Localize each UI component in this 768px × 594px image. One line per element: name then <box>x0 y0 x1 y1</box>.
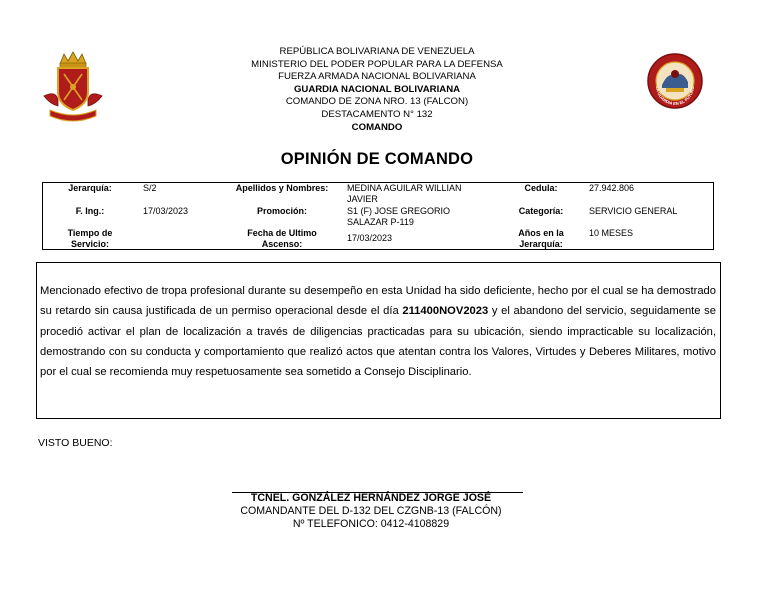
value-fecha-ultimo-ascenso: 17/03/2023 <box>347 233 393 243</box>
opinion-text <box>40 281 716 382</box>
header-line-gnb: GUARDIA NACIONAL BOLIVARIANA <box>293 83 461 95</box>
label-tiempo-servicio: Tiempo de Servicio: <box>67 228 113 249</box>
opinion-date: 211400NOV2023 <box>402 305 489 318</box>
visto-bueno-label: VISTO BUENO: <box>38 437 113 449</box>
signatory-name: TCNEL. GONZÁLEZ HERNÁNDEZ JORGE JOSÉ <box>250 492 492 504</box>
header-line-detachment: DESTACAMENTO N° 132 <box>321 108 433 120</box>
label-fecha-ultimo-ascenso: Fecha de Ultimo Ascenso: <box>247 228 317 249</box>
personnel-info-table <box>42 182 714 250</box>
document-title: OPINIÓN DE COMANDO <box>280 150 474 168</box>
header-line-command: COMANDO <box>351 121 403 133</box>
label-cedula: Cedula: <box>524 183 558 193</box>
signature-block <box>200 492 542 530</box>
svg-text:LA GUARDIA EN EL FUTURO: LA GUARDIA EN EL FUTURO <box>654 86 696 107</box>
label-apellidos-nombres: Apellidos y Nombres: <box>235 183 329 193</box>
value-promocion: S1 (F) JOSE GREGORIO SALAZAR P-119 <box>347 206 451 227</box>
opinion-text-part2: y el abandono del servicio, seguidamente se procedió activar el plan de localización a través de diligencias practicadas para su ubicación, siendo impracticable su localización, demostrando con su conducta y comportamiento que realizó actos que atentan contra los Valores, Virtudes y Deberes Militares, motivo por el cual se recomienda muy respetuosamente sea sometido a Consejo Disciplinario. <box>40 305 716 379</box>
label-anos-jerarquia: Años en la Jerarquía: <box>518 228 564 249</box>
label-promocion: Promoción: <box>256 206 307 216</box>
header-line-fanb: FUERZA ARMADA NACIONAL BOLIVARIANA <box>278 71 476 83</box>
opinion-box <box>36 262 721 419</box>
header-line-republic: REPÚBLICA BOLIVARIANA DE VENEZUELA <box>279 46 475 57</box>
opinion-text-part1: Mencionado efectivo de tropa profesional durante su desempeño en esta Unidad ha sido deficiente, hecho por el cual se ha demostrado su retardo sin causa justificada de un permiso operacional desde el día <box>40 285 716 318</box>
value-anos-jerarquia: 10 MESES <box>589 228 634 238</box>
header-line-ministry: MINISTERIO DEL PODER POPULAR PARA LA DEFENSA <box>251 58 503 70</box>
document-header <box>200 46 554 134</box>
header-line-zone: COMANDO DE ZONA NRO. 13 (FALCON) <box>285 96 469 108</box>
value-fecha-ingreso: 17/03/2023 <box>143 206 189 216</box>
label-fecha-ingreso: F. Ing.: <box>75 206 105 216</box>
value-categoria: SERVICIO GENERAL <box>589 206 678 216</box>
signatory-position: COMANDANTE DEL D-132 DEL CZGNB-13 (FALCÓN) <box>240 504 502 517</box>
value-apellidos-nombres: MEDINA AGUILAR WILLIAN JAVIER <box>347 183 462 204</box>
gnb-coat-of-arms-icon <box>40 50 106 122</box>
label-jerarquia: Jerarquía: <box>68 183 112 193</box>
value-cedula: 27.942.806 <box>589 183 635 193</box>
signatory-phone: Nº TELEFONICO: 0412-4108829 <box>292 517 450 530</box>
value-jerarquia: S/2 <box>143 183 157 193</box>
label-categoria: Categoría: <box>518 206 564 216</box>
zone-emblem-icon <box>646 52 704 110</box>
